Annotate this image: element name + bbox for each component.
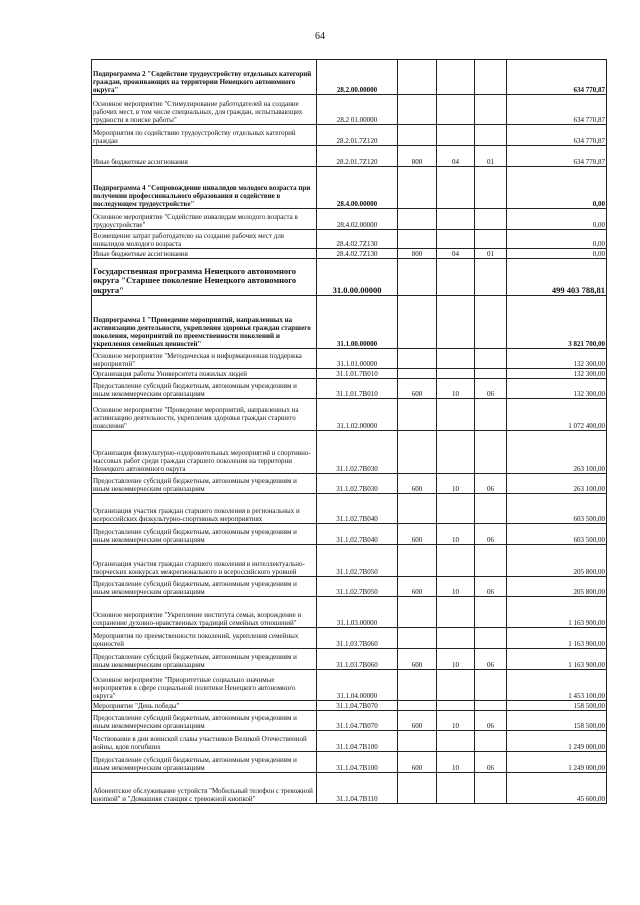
table-row — [92, 146, 607, 167]
section-code-cell — [437, 259, 475, 296]
expense-type-cell — [398, 494, 437, 524]
target-code-cell: 31.1.03.7B060 — [317, 628, 398, 649]
item-name-cell: Иные бюджетные ассигнования — [92, 249, 317, 259]
item-name-cell: Предоставление субсидий бюджетным, автономным учреждениям и иным некоммерческим организациям — [92, 474, 317, 494]
amount-cell: 45 600,00 — [507, 773, 607, 804]
subsection-code-cell: 06 — [475, 474, 507, 494]
target-code-cell: 31.1.04.7B100 — [317, 752, 398, 773]
section-code-cell: 10 — [437, 649, 475, 670]
item-name-cell: Возмещение затрат работодателю на создание рабочих мест для инвалидов молодого возраста — [92, 230, 317, 249]
amount-cell: 603 500,00 — [507, 524, 607, 545]
target-code-cell: 31.1.04.7B070 — [317, 701, 398, 711]
target-code-cell: 31.1.02.7B030 — [317, 474, 398, 494]
section-code-cell: 10 — [437, 752, 475, 773]
expense-type-cell — [398, 349, 437, 369]
section-code-cell — [437, 628, 475, 649]
amount-cell: 263 100,00 — [507, 431, 607, 474]
expense-type-cell — [398, 95, 437, 125]
expense-type-cell — [398, 369, 437, 379]
item-name-cell: Основное мероприятие "Методическая и информационная поддержка мероприятий" — [92, 349, 317, 369]
amount-cell: 0,00 — [507, 230, 607, 249]
section-code-cell: 10 — [437, 711, 475, 731]
section-code-cell — [437, 209, 475, 230]
amount-cell: 603 500,00 — [507, 494, 607, 524]
item-name-cell: Предоставление субсидий бюджетным, автономным учреждениям и иным некоммерческим организациям — [92, 752, 317, 773]
target-code-cell: 28.4.02.00000 — [317, 209, 398, 230]
section-code-cell — [437, 701, 475, 711]
item-name-cell: Подпрограмма 4 "Сопровождение инвалидов молодого возраста при получении профессионального образования и содействие в последующем трудоустройстве" — [92, 167, 317, 209]
item-name-cell: Мероприятия по преемственности поколений, укрепления семейных ценностей — [92, 628, 317, 649]
amount-cell: 205 800,00 — [507, 545, 607, 577]
item-name-cell: Иные бюджетные ассигнования — [92, 146, 317, 167]
subsection-code-cell — [475, 349, 507, 369]
target-code-cell: 31.1.04.7B070 — [317, 711, 398, 731]
item-name-cell: Предоставление субсидий бюджетным, автономным учреждениям и иным некоммерческим организациям — [92, 649, 317, 670]
expense-type-cell — [398, 628, 437, 649]
table-row — [92, 773, 607, 804]
table-row — [92, 209, 607, 230]
subsection-code-cell — [475, 209, 507, 230]
subsection-code-cell — [475, 296, 507, 349]
section-code-cell — [437, 60, 475, 95]
section-code-cell: 10 — [437, 577, 475, 597]
item-name-cell: Основное мероприятие "Приоритетные социально значимые мероприятия в сфере социальной политики Ненецкого автономного округа" — [92, 670, 317, 701]
item-name-cell: Организация работы Университета пожилых людей — [92, 369, 317, 379]
subsection-code-cell — [475, 230, 507, 249]
target-code-cell: 28.2.01.7Z120 — [317, 125, 398, 146]
amount-cell: 3 821 700,00 — [507, 296, 607, 349]
item-name-cell: Предоставление субсидий бюджетным, автономным учреждениям и иным некоммерческим организациям — [92, 577, 317, 597]
target-code-cell: 31.1.04.7B100 — [317, 731, 398, 752]
amount-cell: 0,00 — [507, 209, 607, 230]
subsection-code-cell: 06 — [475, 577, 507, 597]
item-name-cell: Предоставление субсидий бюджетным, автономным учреждениям и иным некоммерческим организациям — [92, 524, 317, 545]
budget-table — [91, 59, 607, 804]
amount-cell: 634 770,87 — [507, 125, 607, 146]
expense-type-cell: 600 — [398, 752, 437, 773]
item-name-cell: Подпрограмма 2 "Содействие трудоустройству отдельных категорий граждан, проживающих на территории Ненецкого автономного округа" — [92, 60, 317, 95]
subsection-code-cell — [475, 95, 507, 125]
subsection-code-cell — [475, 773, 507, 804]
target-code-cell: 31.1.02.7B040 — [317, 494, 398, 524]
target-code-cell: 31.1.02.7B040 — [317, 524, 398, 545]
target-code-cell: 31.1.03.00000 — [317, 597, 398, 628]
table-row — [92, 249, 607, 259]
subsection-code-cell — [475, 494, 507, 524]
target-code-cell: 28.4.02.7Z130 — [317, 249, 398, 259]
section-code-cell: 10 — [437, 524, 475, 545]
expense-type-cell — [398, 399, 437, 431]
subsection-code-cell — [475, 259, 507, 296]
target-code-cell: 28.2.01.7Z120 — [317, 146, 398, 167]
section-code-cell — [437, 369, 475, 379]
amount-cell: 0,00 — [507, 167, 607, 209]
table-row — [92, 95, 607, 125]
subsection-code-cell: 01 — [475, 146, 507, 167]
table-row — [92, 752, 607, 773]
amount-cell: 205 800,00 — [507, 577, 607, 597]
section-code-cell — [437, 399, 475, 431]
section-code-cell — [437, 494, 475, 524]
amount-cell: 1 163 900,00 — [507, 628, 607, 649]
amount-cell: 263 100,00 — [507, 474, 607, 494]
subsection-code-cell — [475, 597, 507, 628]
subsection-code-cell: 06 — [475, 649, 507, 670]
table-row — [92, 474, 607, 494]
expense-type-cell: 600 — [398, 711, 437, 731]
expense-type-cell — [398, 670, 437, 701]
expense-type-cell — [398, 209, 437, 230]
subsection-code-cell — [475, 731, 507, 752]
subsection-code-cell — [475, 60, 507, 95]
expense-type-cell — [398, 701, 437, 711]
section-code-cell — [437, 167, 475, 209]
expense-type-cell: 600 — [398, 474, 437, 494]
subsection-code-cell: 06 — [475, 379, 507, 399]
subsection-code-cell — [475, 431, 507, 474]
program-row — [92, 259, 607, 296]
item-name-cell: Чествование в дни воинской славы участников Великой Отечественной войны, вдов погибших — [92, 731, 317, 752]
amount-cell: 158 500,00 — [507, 701, 607, 711]
item-name-cell: Основное мероприятие "Проведение мероприятий, направленных на активизацию деятельности, укрепления здоровья граждан старшего поколения" — [92, 399, 317, 431]
table-row — [92, 597, 607, 628]
table-row — [92, 369, 607, 379]
section-code-cell: 04 — [437, 146, 475, 167]
subsection-code-cell — [475, 628, 507, 649]
amount-cell: 634 770,87 — [507, 60, 607, 95]
expense-type-cell — [398, 167, 437, 209]
table-row — [92, 399, 607, 431]
section-code-cell — [437, 349, 475, 369]
item-name-cell: Основное мероприятие "Укрепление института семьи, возрождение и сохранение духовно-нравственных традиций семейных отношений" — [92, 597, 317, 628]
table-row — [92, 649, 607, 670]
section-code-cell — [437, 125, 475, 146]
table-row — [92, 349, 607, 369]
target-code-cell: 28.2 01.00000 — [317, 95, 398, 125]
table-row — [92, 731, 607, 752]
section-code-cell: 10 — [437, 474, 475, 494]
section-code-cell: 10 — [437, 379, 475, 399]
table-row — [92, 577, 607, 597]
item-name-cell: Предоставление субсидий бюджетным, автономным учреждениям и иным некоммерческим организациям — [92, 711, 317, 731]
amount-cell: 634 770,87 — [507, 146, 607, 167]
expense-type-cell — [398, 773, 437, 804]
amount-cell: 1 249 000,00 — [507, 752, 607, 773]
expense-type-cell: 800 — [398, 146, 437, 167]
table-row — [92, 701, 607, 711]
target-code-cell: 28.2.00.00000 — [317, 60, 398, 95]
expense-type-cell — [398, 230, 437, 249]
target-code-cell: 31.1.02.7B050 — [317, 545, 398, 577]
target-code-cell: 31.0.00.00000 — [317, 259, 398, 296]
expense-type-cell — [398, 296, 437, 349]
amount-cell: 634 770,87 — [507, 95, 607, 125]
section-code-cell — [437, 597, 475, 628]
expense-type-cell: 600 — [398, 577, 437, 597]
target-code-cell: 31.1.03.7B060 — [317, 649, 398, 670]
expense-type-cell — [398, 731, 437, 752]
target-code-cell: 28.4.02.7Z130 — [317, 230, 398, 249]
page-number: 64 — [315, 31, 325, 42]
item-name-cell: Организация участия граждан старшего поколения в региональных и всероссийских физкультурно-спортивных мероприятиях — [92, 494, 317, 524]
table-row — [92, 628, 607, 649]
target-code-cell: 31.1.01.7B010 — [317, 379, 398, 399]
item-name-cell: Мероприятия по содействию трудоустройству отдельных категорий граждан — [92, 125, 317, 146]
table-row — [92, 379, 607, 399]
item-name-cell: Подпрограмма 1 "Проведение мероприятий, направленных на активизацию деятельности, укрепления здоровья граждан старшего поколения, мероприятий по преемственности поколений и укрепления семейных ценностей" — [92, 296, 317, 349]
section-code-cell — [437, 731, 475, 752]
section-code-cell: 04 — [437, 249, 475, 259]
subsection-code-cell — [475, 670, 507, 701]
amount-cell: 1 163 900,00 — [507, 597, 607, 628]
section-code-cell — [437, 296, 475, 349]
item-name-cell: Основное мероприятие "Стимулирование работодателей на создание рабочих мест, в том числе специальных, для граждан, испытывающих трудности в поиске работы" — [92, 95, 317, 125]
expense-type-cell — [398, 597, 437, 628]
subsection-code-cell: 06 — [475, 711, 507, 731]
amount-cell: 1 453 100,00 — [507, 670, 607, 701]
expense-type-cell — [398, 545, 437, 577]
expense-type-cell: 800 — [398, 249, 437, 259]
target-code-cell: 31.1.01.00000 — [317, 349, 398, 369]
item-name-cell: Организация участия граждан старшего поколения в интеллектуально-творческих конкурсах межрегионального и всероссийского уровней — [92, 545, 317, 577]
subprogram-row — [92, 296, 607, 349]
table-row — [92, 494, 607, 524]
table-row — [92, 711, 607, 731]
amount-cell: 132 300,00 — [507, 379, 607, 399]
target-code-cell: 31.1.00.00000 — [317, 296, 398, 349]
subprogram-row — [92, 167, 607, 209]
item-name-cell: Мероприятие "День победы" — [92, 701, 317, 711]
table-row — [92, 431, 607, 474]
table-row — [92, 524, 607, 545]
amount-cell: 158 500,00 — [507, 711, 607, 731]
amount-cell: 1 249 000,00 — [507, 731, 607, 752]
subsection-code-cell — [475, 167, 507, 209]
item-name-cell: Основное мероприятие "Содействие инвалидам молодого возраста в трудоустройстве" — [92, 209, 317, 230]
amount-cell: 0,00 — [507, 249, 607, 259]
section-code-cell — [437, 545, 475, 577]
subsection-code-cell — [475, 369, 507, 379]
target-code-cell: 31.1.04.7B110 — [317, 773, 398, 804]
subsection-code-cell: 06 — [475, 524, 507, 545]
section-code-cell — [437, 670, 475, 701]
expense-type-cell — [398, 125, 437, 146]
subsection-code-cell — [475, 545, 507, 577]
expense-type-cell — [398, 259, 437, 296]
section-code-cell — [437, 95, 475, 125]
subsection-code-cell — [475, 125, 507, 146]
expense-type-cell: 600 — [398, 524, 437, 545]
expense-type-cell — [398, 60, 437, 95]
subsection-code-cell: 01 — [475, 249, 507, 259]
table-row — [92, 545, 607, 577]
target-code-cell: 31.1.01.7B010 — [317, 369, 398, 379]
section-code-cell — [437, 773, 475, 804]
amount-cell: 1 163 900,00 — [507, 649, 607, 670]
target-code-cell: 31.1.02.7B030 — [317, 431, 398, 474]
expense-type-cell — [398, 431, 437, 474]
section-code-cell — [437, 431, 475, 474]
target-code-cell: 28.4.00.00000 — [317, 167, 398, 209]
item-name-cell: Абонентское обслуживание устройств "Мобильный телефон с тревожной кнопкой" и "Домашняя станция с тревожной кнопкой" — [92, 773, 317, 804]
amount-cell: 499 403 788,81 — [507, 259, 607, 296]
amount-cell: 132 300,00 — [507, 349, 607, 369]
target-code-cell: 31.1.02.7B050 — [317, 577, 398, 597]
subsection-code-cell — [475, 701, 507, 711]
table-row — [92, 125, 607, 146]
item-name-cell: Предоставление субсидий бюджетным, автономным учреждениям и иным некоммерческим организациям — [92, 379, 317, 399]
expense-type-cell: 600 — [398, 649, 437, 670]
subsection-code-cell: 06 — [475, 752, 507, 773]
item-name-cell: Организация физкультурно-оздоровительных мероприятий и спортивно-массовых работ среди граждан старшего поколения на территории Ненецкого автономного округа — [92, 431, 317, 474]
subsection-code-cell — [475, 399, 507, 431]
item-name-cell: Государственная программа Ненецкого автономного округа "Старшее поколение Ненецкого автономного округа" — [92, 259, 317, 296]
table-row — [92, 670, 607, 701]
expense-type-cell: 600 — [398, 379, 437, 399]
section-code-cell — [437, 230, 475, 249]
subprogram-row — [92, 60, 607, 95]
target-code-cell: 31.1.02.00000 — [317, 399, 398, 431]
target-code-cell: 31.1.04.00000 — [317, 670, 398, 701]
amount-cell: 1 072 400,00 — [507, 399, 607, 431]
amount-cell: 132 300,00 — [507, 369, 607, 379]
table-row — [92, 230, 607, 249]
